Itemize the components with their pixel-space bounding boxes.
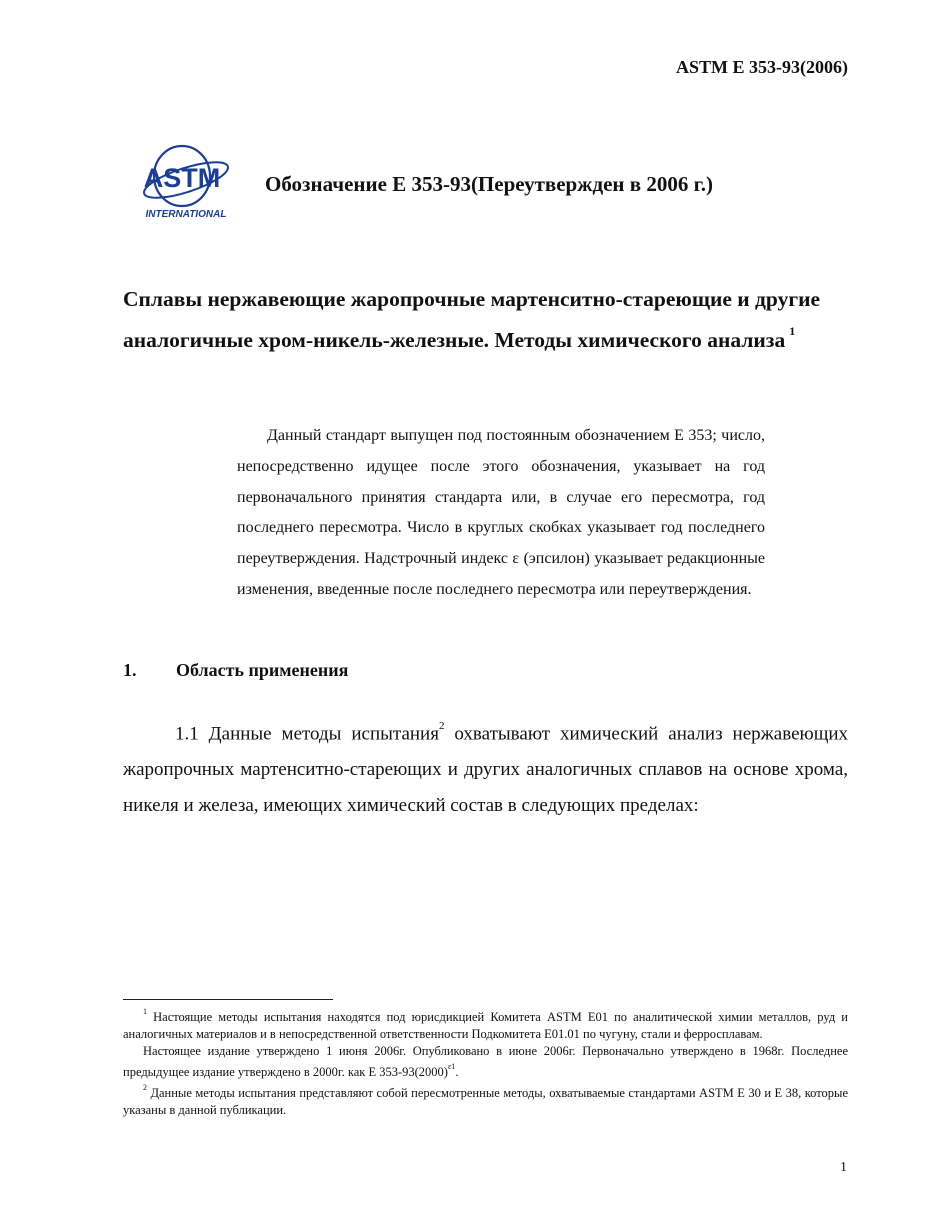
svg-text:INTERNATIONAL: INTERNATIONAL [145,209,227,220]
standard-notice-text: Данный стандарт выпущен под постоянным обозначением Е 353; число, непосредственно идущее после этого обозначения, указывает на год первоначального принятия стандарта или, в случае его пересмотра, год последнего пересмотра. Число в круглых скобках указывает год последнего переутверждения. Надстрочный индекс ε (эпсилон) указывает редакционные изменения, введенные после последнего пересмотра или переутверждения. [237,427,765,598]
footnote-2-ref: 2 [143,1083,147,1093]
page-number: 1 [840,1160,847,1175]
title-footnote-ref: 1 [789,324,796,338]
svg-text:ASTM: ASTM [143,163,221,193]
scope-paragraph [123,711,848,824]
document-title [123,281,843,358]
astm-logo [140,140,236,220]
designation-heading: Обозначение Е 353-93(Переутвержден в 2006 г.) [265,172,713,196]
footnote-edition-text: Настоящее издание утверждено 1 июня 2006г. Опубликовано в июне 2006г. Первоначально утверждено в 1968г. Последнее предыдущее издание утверждено в 2000г. как E 353-93(2000) [123,1044,848,1080]
section-title: Область применения [176,660,349,680]
footnote-1 [123,1005,848,1043]
scope-text: охватывают химический анализ нержавеющих жаропрочных мартенситно-стареющих и других аналогичных сплавов на основе хрома, никеля и железа, имеющих химический состав в следующих пределах: [123,723,848,817]
section-number: 1. [123,660,137,680]
section-heading [123,660,348,681]
footnote-1-text: Настоящие методы испытания находятся под юрисдикцией Комитета ASTM E01 по аналитической химии металлов, руд и аналогичных материалов и в непосредственной ответственности Подкомитета E01.01 по чугуну, стали и ферросплавам. [123,1010,848,1042]
footnote-2-text: Данные методы испытания представляют собой пересмотренные методы, охватываемые стандартами ASTM E 30 и E 38, которые указаны в данной публикации. [123,1086,848,1118]
footnote-edition-sup: ε1 [447,1062,456,1072]
footnotes [123,1005,848,1119]
document-title-text: Сплавы нержавеющие жаропрочные мартенситно-стареющие и другие аналогичные хром-никель-железные. Методы химического анализа [123,287,821,353]
header-standard-id: ASTM E 353-93(2006) [676,57,848,77]
footnote-edition-end: . [455,1065,459,1080]
footnote-2 [123,1081,848,1119]
scope-lead: 1.1 Данные методы испытания [175,723,439,745]
footnote-edition [123,1043,848,1081]
standard-notice [237,421,765,606]
footnote-1-ref: 1 [143,1007,147,1016]
scope-footnote-ref: 2 [438,720,445,732]
footnote-divider [123,999,333,1000]
